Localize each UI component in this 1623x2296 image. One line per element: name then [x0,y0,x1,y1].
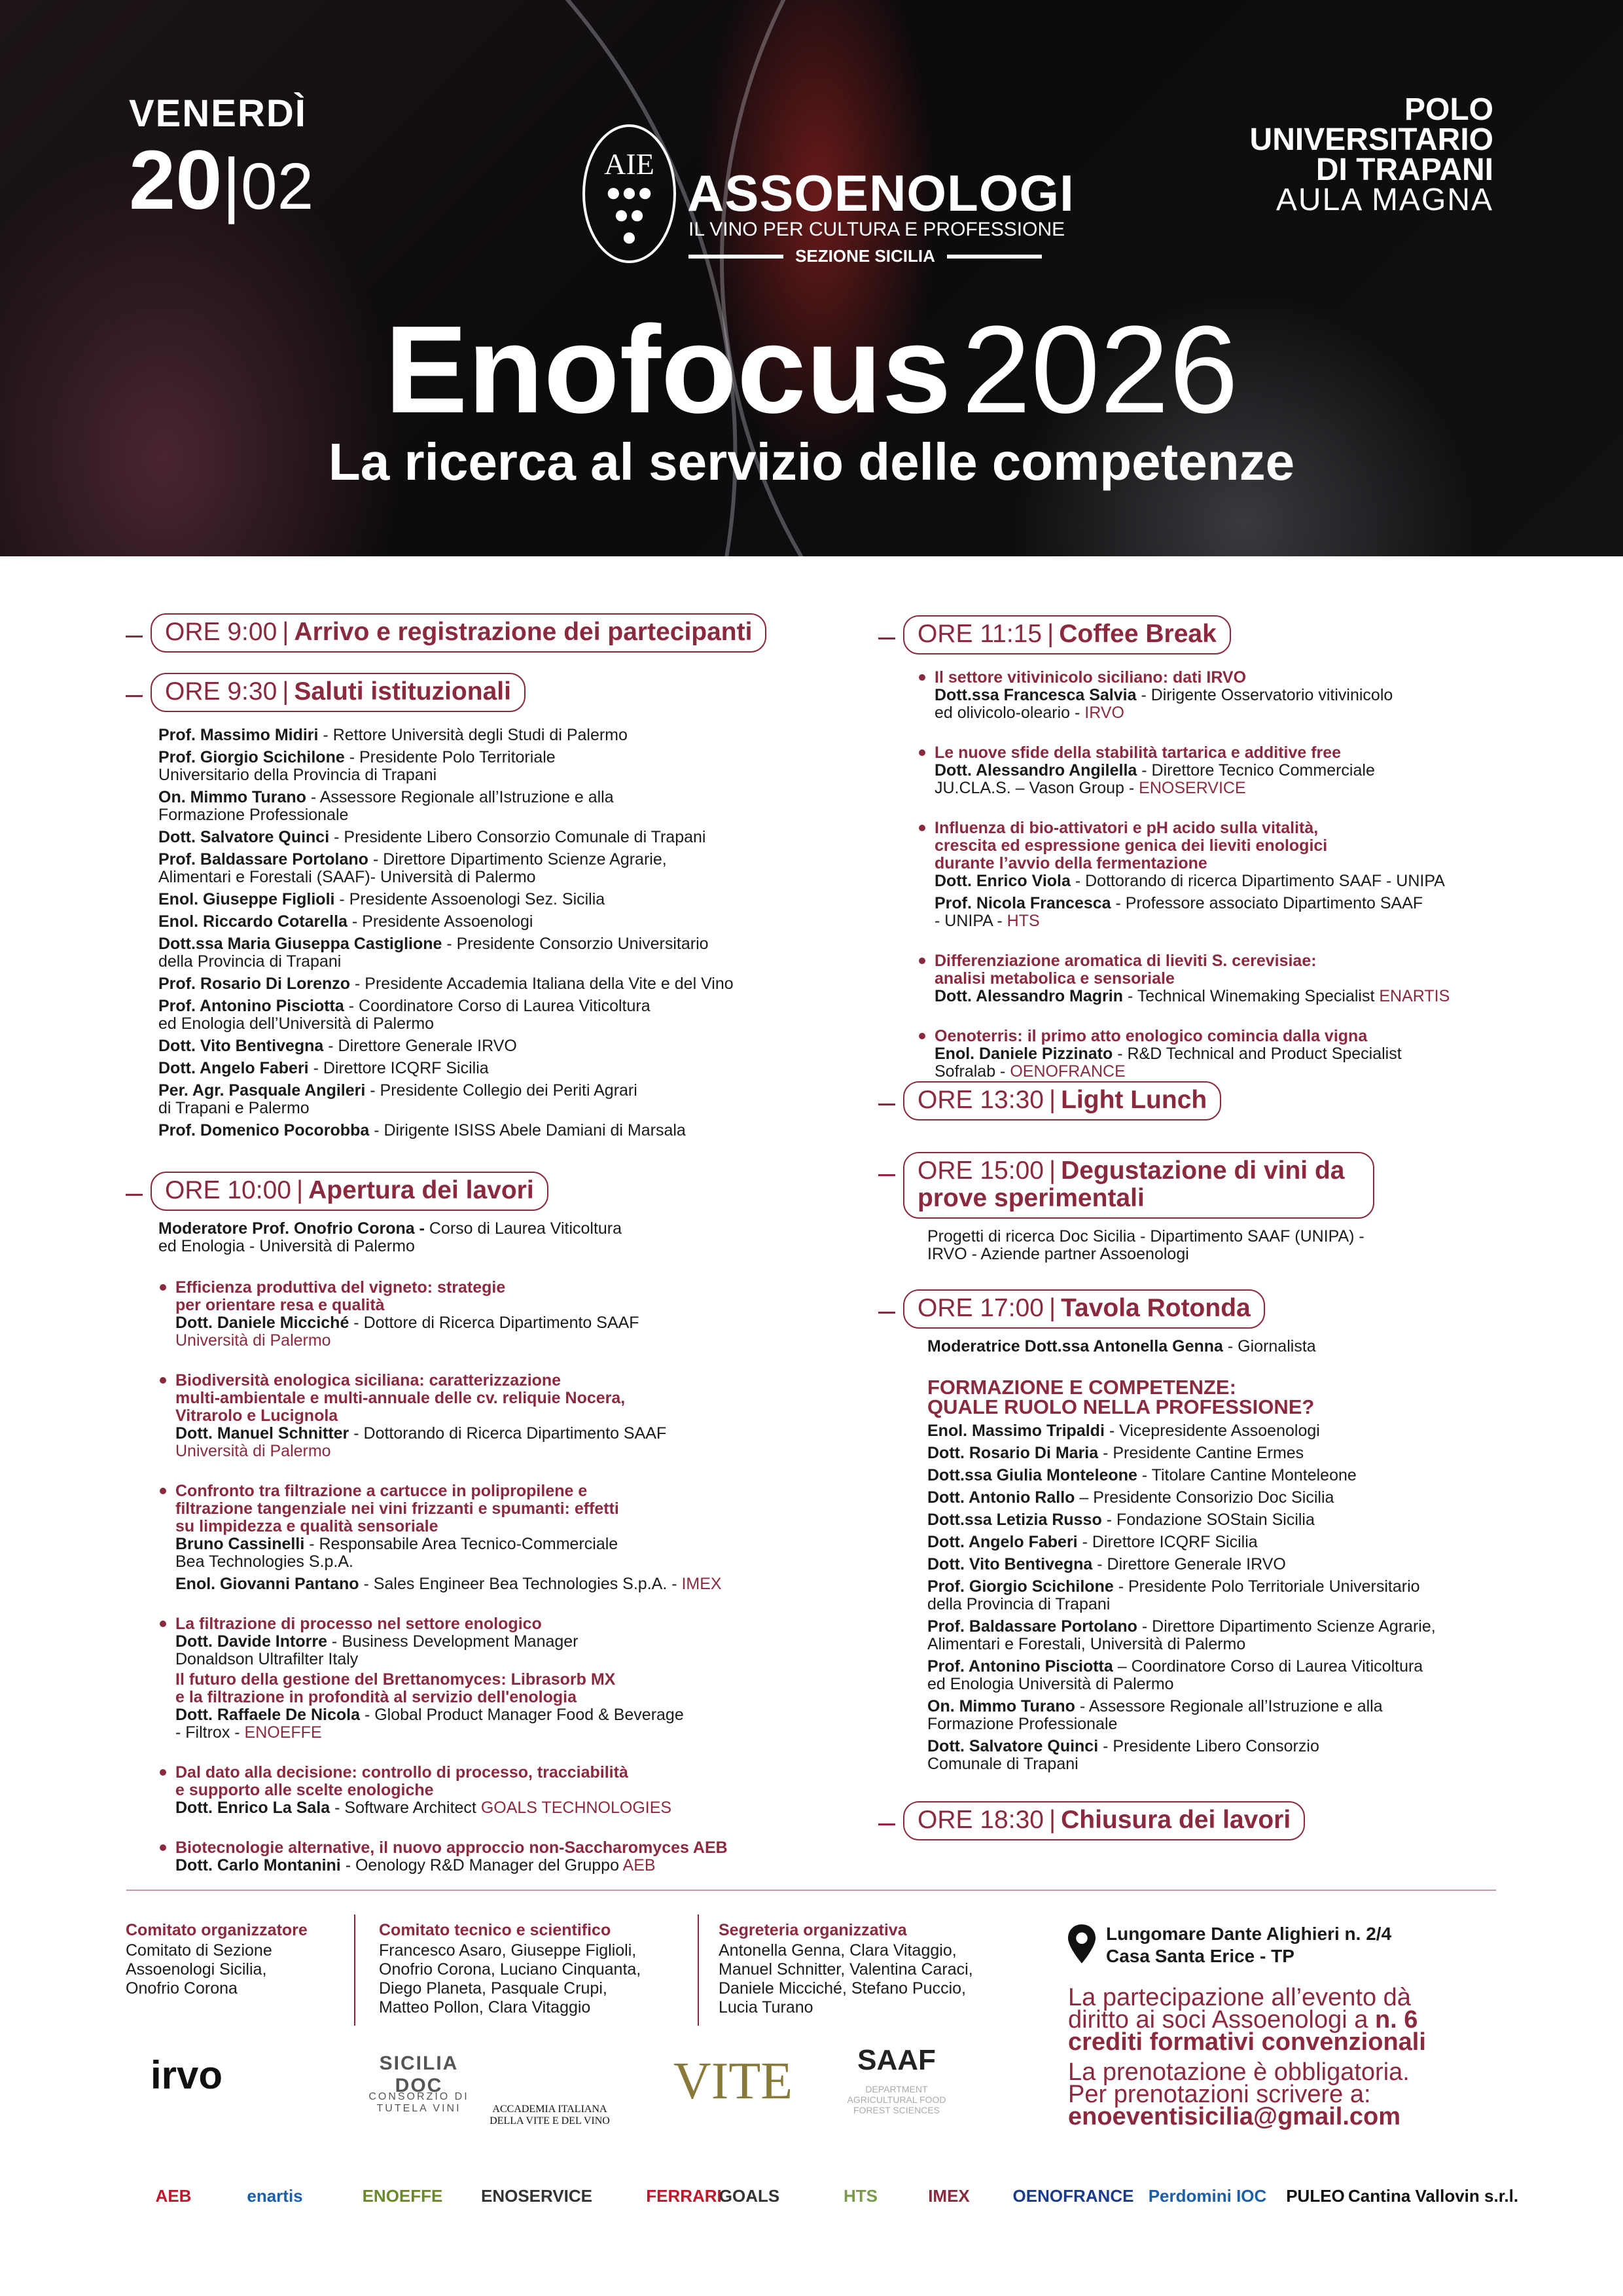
person-role: - Titolare Cantine Monteleone [1137,1466,1357,1484]
booking-note: La prenotazione è obbligatoria. Per prenotazioni scrivere a: [1068,2058,1410,2108]
separator: | [1048,1294,1056,1322]
person-entry [175,1799,863,1817]
program-section [126,673,846,1144]
event-subtitle: La ricerca al servizio delle competenze [328,433,1295,491]
talk-title: Biotecnologie alternative, il nuovo approccio non-Saccharomyces AEB [175,1839,728,1857]
person-role: - Business Development Manager Donaldson Ultrafilter Italy [175,1632,579,1668]
person-role: - Presidente Accademia Italiana della Vite e del Vino [350,975,734,993]
person-role: - Direttore Tecnico Commerciale JU.CLA.S. – Vason Group - [935,761,1375,797]
committee-heading: Comitato tecnico e scientifico [379,1921,611,1939]
person-entry [158,997,846,1033]
person-role: - Oenology R&D Manager del Gruppo [340,1856,623,1874]
session-title: Arrivo e registrazione dei partecipanti [294,618,753,646]
credits-text: La partecipazione all’evento dà diritto ai soci Assoenologi a [1068,1984,1411,2034]
person-entry [158,829,846,846]
person-role: - Dottore di Ricerca Dipartimento SAAF [353,1314,639,1332]
section-content [935,669,1537,1081]
speaker-organization: OENOFRANCE [1010,1062,1126,1081]
session-title: Degustazione di vini da prove sperimentali [918,1157,1345,1212]
section-content [158,1219,863,1874]
person-name: Prof. Giorgio Scichilone [927,1577,1114,1596]
program-section [878,615,1537,1103]
person-entry [158,1060,846,1077]
section-content [158,726,846,1139]
talk-item [175,1615,863,1668]
person-name: Dott. Angelo Faberi [927,1533,1078,1551]
person-entry [158,913,846,931]
person-name: Dott. Antonio Rallo [927,1488,1075,1507]
committee-members: Antonella Genna, Clara Vitaggio, Manuel Schnitter, Valentina Caraci, Daniele Micciché, Stefano Puccio, Lucia Turano [719,1941,973,2017]
talk-item [935,669,1537,722]
committee-members: Francesco Asaro, Giuseppe Figlioli, Onofrio Corona, Luciano Cinquanta, Diego Planeta, Pasquale Crupi, Matteo Pollon, Clara Vitaggio [379,1941,641,2017]
person-name: On. Mimmo Turano [158,788,306,806]
person-role: - Presidente Consorzio Universitario della Provincia di Trapani [158,935,709,971]
program-section [878,1801,1305,1840]
speaker-organization: Università di Palermo [175,1442,331,1460]
person-role: - Presidente Libero Consorzio Comunale di Trapani [329,828,706,846]
person-entry [175,1535,863,1571]
talk-item [175,1671,863,1742]
sponsor-logo: DEPARTMENT AGRICULTURAL FOOD FOREST SCIENCES [847,2083,946,2115]
person-entry [927,1444,1529,1462]
person-name: Dott. Enrico Viola [935,872,1071,890]
time-slot-box [151,1172,548,1211]
talk-item [175,1372,863,1460]
speaker-organization: IMEX [681,1575,722,1593]
talk-item [935,744,1537,797]
time-slot-header [878,1801,1305,1840]
program-section [126,613,766,653]
person-entry [175,1425,863,1460]
speaker-organization: IRVO [1084,704,1124,722]
time-slot-header [126,673,846,712]
location-room: AULA MAGNA [1275,183,1493,217]
dash-marker [126,695,143,697]
person-role: - Direttore Dipartimento Scienze Agrarie, Alimentari e Forestali, Università di Palermo [927,1617,1436,1653]
sponsor-logo: AEB [155,2185,192,2206]
separator: | [1048,1157,1056,1185]
time-label: ORE 10:00 [165,1176,291,1204]
person-name: Enol. Giuseppe Figlioli [158,890,335,908]
person-entry [927,1422,1529,1440]
person-entry [927,1489,1529,1507]
talk-title: Differenziazione aromatica di lieviti S. cerevisiae: analisi metabolica e sensoriale [935,952,1317,988]
person-role: - Sales Engineer Bea Technologies S.p.A. - [359,1575,682,1593]
time-slot-header [878,1289,1529,1329]
person-role: - Dirigente ISISS Abele Damiani di Marsala [369,1121,686,1139]
column-divider [698,1914,699,2026]
location-line: UNIVERSITARIO [1249,122,1493,157]
event-day: VENERDÌ [129,92,307,135]
event-date [129,134,314,228]
person-name: Prof. Rosario Di Lorenzo [158,975,351,993]
speaker-organization: Università di Palermo [175,1331,331,1350]
person-entry [158,851,846,886]
program-section [126,1172,863,1897]
separator: | [282,618,289,646]
person-role: - Presidente Assoenologi [347,912,533,931]
person-name: Prof. Baldassare Portolano [158,850,368,869]
person-role: – Coordinatore Corso di Laurea Viticoltura ed Enologia Università di Palermo [927,1657,1423,1693]
person-role: - Presidente Assoenologi Sez. Sicilia [334,890,605,908]
person-role: - Technical Winemaking Specialist [1123,987,1380,1005]
person-entry [927,1534,1529,1551]
time-label: ORE 9:30 [165,677,277,706]
person-role: - Presidente Cantine Ermes [1098,1444,1304,1462]
person-entry [158,789,846,824]
dash-marker [878,1823,895,1825]
credits-amount: n. 6 crediti formativi convenzionali [1068,2006,1426,2056]
header-banner [0,0,1623,556]
session-title: Chiusura dei lavori [1061,1806,1291,1834]
logo-name: ASSOENOLOGI [687,164,1075,222]
talk-item [175,1839,863,1874]
dash-marker [126,636,143,637]
time-label: ORE 17:00 [918,1294,1044,1322]
person-entry [158,1220,863,1255]
person-entry [158,975,846,993]
bullet-icon [919,674,925,681]
bullet-icon [919,825,925,831]
person-name: Prof. Antonino Pisciotta [158,997,344,1015]
person-entry [935,762,1537,797]
time-label: ORE 11:15 [918,620,1043,648]
sponsor-logo: VITE [673,2052,793,2110]
sponsor-logo: PULEO [1286,2185,1345,2206]
dash-marker [126,1194,143,1196]
talk-item [935,819,1537,930]
person-role: - Direttore Generale IRVO [1092,1555,1286,1573]
person-name: On. Mimmo Turano [927,1697,1075,1715]
column-divider [354,1914,355,2026]
session-title: Coffee Break [1059,620,1217,648]
time-label: ORE 13:30 [918,1086,1044,1114]
bullet-icon [160,1377,166,1384]
talk-title: Le nuove sfide della stabilità tartarica e additive free [935,744,1342,762]
talk-title: Biodiversità enologica siciliana: caratterizzazione multi-ambientale e multi-annuale delle cv. reliquie Nocera, Vitrarolo e Lucignola [175,1371,626,1425]
person-role: - R&D Technical and Product Specialist Sofralab - [935,1045,1402,1081]
sponsor-logo: SAAF [857,2043,936,2076]
person-role: - Direttore Generale IRVO [323,1037,517,1055]
speaker-organization: ENOEFFE [244,1723,322,1742]
person-role: - Presidente Polo Territoriale Universitario della Provincia di Trapani [927,1577,1420,1613]
talk-item [935,952,1537,1005]
program-section [878,1152,1529,1263]
logo-section [688,246,1042,266]
talk-title: Confronto tra filtrazione a cartucce in polipropilene e filtrazione tangenziale nei vini frizzanti e spumanti: effetti su limpidezza e qualità sensoriale [175,1482,619,1535]
person-name: Dott.ssa Letizia Russo [927,1511,1102,1529]
person-name: Dott. Rosario Di Maria [927,1444,1099,1462]
speaker-organization: ENARTIS [1379,987,1450,1005]
time-label: ORE 18:30 [918,1806,1044,1834]
location-line: POLO [1404,92,1493,127]
dash-marker [878,1103,895,1105]
talk-item [935,1028,1537,1081]
assoenologi-logo-icon [582,124,676,263]
person-name: Moderatore Prof. Onofrio Corona - [158,1219,425,1238]
round-table-topic: FORMAZIONE E COMPETENZE: QUALE RUOLO NELLA PROFESSIONE? [927,1376,1315,1418]
sponsor-logo: OENOFRANCE [1012,2185,1134,2206]
session-title: Light Lunch [1061,1086,1207,1114]
committee-organizing [126,1921,308,1998]
person-name: Dott.ssa Giulia Monteleone [927,1466,1137,1484]
talk-title: Il settore vitivinicolo siciliano: dati IRVO [935,668,1247,687]
dash-marker [878,1174,895,1176]
venue-address: Lungomare Dante Alighieri n. 2/4 Casa Santa Erice - TP [1106,1924,1392,1966]
separator: | [1048,1086,1056,1114]
person-name: Enol. Riccardo Cotarella [158,912,348,931]
person-entry [158,749,846,784]
sponsor-logo: SICILIA DOC [379,2053,459,2096]
talk-item [175,1764,863,1817]
person-name: Per. Agr. Pasquale Angileri [158,1081,366,1100]
person-name: Dott. Daniele Micciché [175,1314,349,1332]
person-entry [927,1578,1529,1613]
speaker-organization: GOALS TECHNOLOGIES [480,1799,672,1817]
event-location [1249,92,1493,217]
sponsor-logo: Perdomini IOC [1148,2185,1267,2206]
logo-tagline: IL VINO PER CULTURA E PROFESSIONE [688,219,1065,240]
talk-title: Efficienza produttiva del vigneto: strategie per orientare resa e qualità [175,1278,506,1314]
person-role: - Presidente Polo Territoriale Universitario della Provincia di Trapani [158,748,556,784]
committee-heading: Segreteria organizzativa [719,1921,907,1939]
person-entry [927,1658,1529,1693]
person-entry [927,1511,1529,1529]
person-name: Dott. Salvatore Quinci [927,1737,1099,1755]
talk-title: Dal dato alla decisione: controllo di processo, tracciabilità e supporto alle scelte enologiche [175,1763,628,1799]
sponsor-logo: FERRARI [646,2185,722,2206]
date-month: 02 [240,150,314,223]
program-section [878,1081,1221,1121]
bullet-icon [160,1621,166,1627]
person-role: - Vicepresidente Assoenologi [1104,1422,1320,1440]
person-role: - Dirigente Osservatorio vitivinicolo ed olivicolo-oleario - [935,686,1393,722]
time-slot-box [903,1081,1221,1121]
person-entry [175,1633,863,1668]
bullet-icon [919,749,925,756]
date-separator: | [222,144,241,224]
sponsor-logo: CONSORZIO DI TUTELA VINI [368,2091,469,2114]
bullet-icon [919,1033,925,1039]
person-name: Dott. Enrico La Sala [175,1799,330,1817]
bullet-icon [160,1769,166,1776]
date-day: 20 [129,134,223,227]
committee-members: Comitato di Sezione Assoenologi Sicilia, Onofrio Corona [126,1941,272,1998]
sponsor-logo: irvo [150,2053,223,2097]
committee-scientific [379,1921,641,2017]
logo-monogram: AIE [604,147,654,181]
person-name: Dott. Vito Bentivegna [927,1555,1093,1573]
person-role: - Dottorando di Ricerca Dipartimento SAAF [353,1424,667,1443]
person-name: Dott. Vito Bentivegna [158,1037,324,1055]
session-title: Tavola Rotonda [1061,1294,1251,1322]
person-role: Corso di Laurea Viticoltura ed Enologia - Università di Palermo [158,1219,622,1255]
separator: | [282,677,289,706]
person-name: Prof. Baldassare Portolano [927,1617,1137,1636]
time-slot-box [903,1289,1265,1329]
committee-heading: Comitato organizzatore [126,1921,308,1939]
person-role: - Dottorando di ricerca Dipartimento SAAF - UNIPA [1070,872,1445,890]
time-label: ORE 9:00 [165,618,277,646]
time-slot-box [903,615,1231,655]
credits-info [1068,1986,1500,2128]
person-entry [927,1467,1529,1484]
sponsor-logo: Cantina Vallovin s.r.l. [1347,2185,1519,2206]
session-title: Apertura dei lavori [308,1176,534,1204]
time-slot-box [151,613,766,653]
person-role: – Presidente Consorizio Doc Sicilia [1075,1488,1334,1507]
person-name: Dott. Alessandro Angilella [935,761,1137,780]
location-line: DI TRAPANI [1315,152,1493,187]
session-note: Progetti di ricerca Doc Sicilia - Dipartimento SAAF (UNIPA) - IRVO - Aziende partner Assoenologi [927,1227,1364,1263]
person-role: - Direttore ICQRF Sicilia [1077,1533,1258,1551]
person-name: Prof. Antonino Pisciotta [927,1657,1113,1676]
person-name: Dott.ssa Maria Giuseppa Castiglione [158,935,442,953]
person-name: Dott. Carlo Montanini [175,1856,341,1874]
talk-item [175,1279,863,1350]
person-entry [935,872,1537,890]
person-role: - Direttore ICQRF Sicilia [308,1059,489,1077]
sponsor-logo: ENOEFFE [362,2185,443,2206]
separator: | [1048,1806,1056,1834]
time-label: ORE 15:00 [918,1157,1044,1185]
person-role: - Presidente Libero Consorzio Comunale di Trapani [927,1737,1319,1773]
person-role: - Responsabile Area Tecnico-Commerciale Bea Technologies S.p.A. [175,1535,618,1571]
sponsor-logo: GOALS [719,2185,780,2206]
grape-icon: ●●● ●● ● [605,177,653,251]
person-name: Dott. Alessandro Magrin [935,987,1123,1005]
person-entry [935,1045,1537,1081]
person-role: - Direttore Dipartimento Scienze Agrarie, Alimentari e Forestali (SAAF)- Università di Palermo [158,850,667,886]
person-name: Dott. Raffaele De Nicola [175,1706,361,1724]
person-name: Enol. Giovanni Pantano [175,1575,359,1593]
person-role: - Software Architect [330,1799,481,1817]
person-entry [158,935,846,971]
talk-title: La filtrazione di processo nel settore enologico [175,1615,542,1633]
committee-secretariat [719,1921,973,2017]
bullet-icon [160,1284,166,1291]
time-slot-box [903,1152,1374,1219]
speaker-organization: HTS [1007,912,1040,930]
person-role: - Professore associato Dipartimento SAAF - UNIPA - [935,894,1423,930]
person-name: Dott. Salvatore Quinci [158,828,330,846]
sponsor-logo: ACCADEMIA ITALIANA DELLA VITE E DEL VINO [490,2104,610,2126]
session-title: Saluti istituzionali [294,677,511,706]
person-role: - Coordinatore Corso di Laurea Viticoltura ed Enologia dell’Università di Palermo [158,997,651,1033]
bullet-icon [160,1844,166,1851]
speaker-organization: AEB [622,1856,656,1874]
person-entry [175,1314,863,1350]
person-name: Dott. Davide Intorre [175,1632,327,1651]
time-slot-header [878,1081,1221,1121]
person-role: - Assessore Regionale all’Istruzione e alla Formazione Professionale [158,788,614,824]
person-name: Dott.ssa Francesca Salvia [935,686,1137,704]
person-role: - Global Product Manager Food & Beverage - Filtrox - [175,1706,684,1742]
person-entry [935,687,1537,722]
section-content [927,1338,1529,1773]
person-entry [927,1338,1529,1355]
person-name: Prof. Giorgio Scichilone [158,748,345,766]
person-name: Moderatrice Dott.ssa Antonella Genna [927,1337,1223,1355]
person-role: - Rettore Università degli Studi di Palermo [318,726,628,744]
bullet-icon [919,958,925,964]
person-entry [935,895,1537,930]
sponsor-logo: IMEX [928,2185,970,2206]
person-entry [927,1618,1529,1653]
person-entry [175,1706,863,1742]
person-entry [927,1738,1529,1773]
location-pin-icon [1068,1924,1096,1964]
sponsor-logo: HTS [844,2185,878,2206]
talk-title: Il futuro della gestione del Brettanomyces: Librasorb MX e la filtrazione in profondità al servizio dell'enologia [175,1670,616,1706]
title-name: Enofocus [384,300,952,439]
person-name: Bruno Cassinelli [175,1535,305,1553]
person-name: Enol. Massimo Tripaldi [927,1422,1105,1440]
time-slot-box [151,673,526,712]
booking-email-link[interactable]: enoeventisicilia@gmail.com [1068,2103,1401,2130]
person-name: Prof. Nicola Francesca [935,894,1111,912]
time-slot-header [126,613,766,653]
person-entry [175,1857,863,1874]
person-role: - Presidente Collegio dei Periti Agrari di Trapani e Palermo [158,1081,637,1117]
event-title [0,300,1623,439]
bullet-icon [160,1488,166,1494]
person-entry [158,891,846,908]
person-entry [158,726,846,744]
logo-section-label: SEZIONE SICILIA [795,246,935,266]
title-year: 2026 [961,300,1239,439]
separator: | [296,1176,304,1204]
time-slot-header [878,1152,1529,1219]
person-name: Enol. Daniele Pizzinato [935,1045,1113,1063]
person-entry [158,1122,846,1139]
person-name: Prof. Domenico Pocorobba [158,1121,370,1139]
speaker-organization: ENOSERVICE [1139,779,1246,797]
time-slot-header [126,1172,863,1211]
person-entry [927,1556,1529,1573]
talk-title: Influenza di bio-attivatori e pH acido sulla vitalità, crescita ed espressione genica dei lieviti enologici durante l’avvio della fermentazione [935,819,1328,872]
person-role: - Giornalista [1222,1337,1316,1355]
sponsor-logo: ENOSERVICE [481,2185,593,2206]
person-name: Prof. Massimo Midiri [158,726,319,744]
person-name: Dott. Angelo Faberi [158,1059,309,1077]
separator: | [1047,620,1054,648]
talk-title: Oenoterris: il primo atto enologico comincia dalla vigna [935,1027,1368,1045]
dash-marker [878,637,895,639]
talk-item [175,1482,863,1593]
person-role: - Assessore Regionale all’Istruzione e alla Formazione Professionale [927,1697,1383,1733]
program-section [878,1289,1529,1778]
time-slot-header [878,615,1537,655]
person-entry [927,1698,1529,1733]
person-entry [175,1575,863,1593]
dash-marker [878,1312,895,1314]
time-slot-box [903,1801,1305,1840]
person-role: - Fondazione SOStain Sicilia [1101,1511,1315,1529]
person-name: Dott. Manuel Schnitter [175,1424,349,1443]
sponsor-logo: enartis [247,2185,303,2206]
section-content [927,1228,1529,1263]
footer-divider [126,1890,1496,1891]
person-entry [158,1037,846,1055]
person-entry [935,988,1537,1005]
person-entry [158,1082,846,1117]
